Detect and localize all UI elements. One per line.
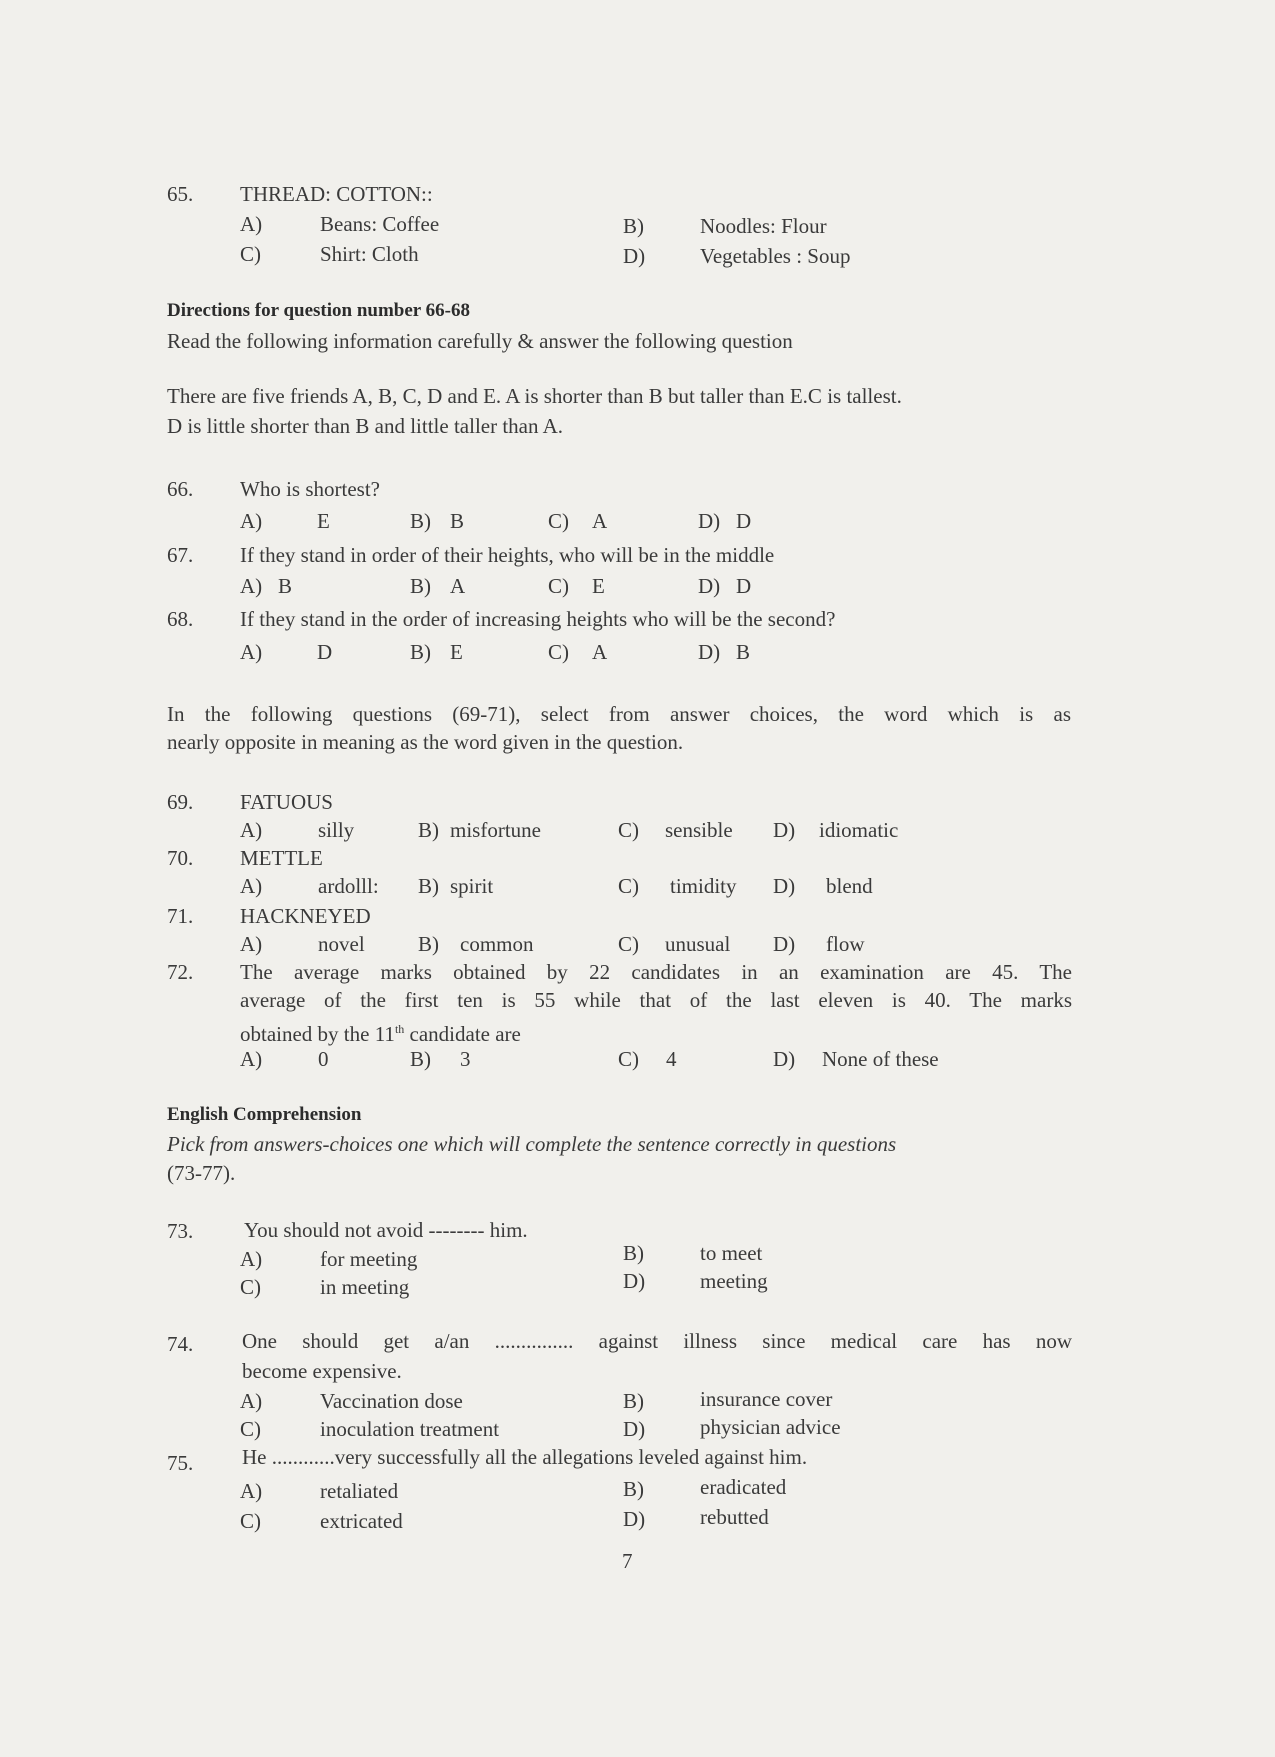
option-letter: C): [618, 932, 639, 956]
option-letter: B): [410, 640, 431, 664]
option-text: 4: [666, 1047, 677, 1071]
option-letter: B): [410, 1047, 431, 1071]
option-text: Noodles: Flour: [700, 214, 827, 238]
option-text: to meet: [700, 1241, 763, 1265]
section-instruction: Pick from answers-choices one which will complete the sentence correctly in questions: [167, 1132, 897, 1156]
option-text: common: [460, 932, 534, 956]
option-letter: B): [418, 818, 439, 842]
option-text: B: [278, 574, 293, 598]
option-letter: C): [618, 1047, 639, 1071]
option-letter: B): [418, 932, 439, 956]
option-text: spirit: [450, 874, 494, 898]
option-text: extricated: [320, 1509, 403, 1533]
question-69-stem: FATUOUS: [240, 790, 333, 814]
question-number-72: 72.: [167, 960, 194, 984]
question-number-65: 65.: [167, 182, 194, 206]
option-letter: A): [240, 932, 263, 956]
antonym-directions-line: In the following questions (69-71), select from answer choices, the word which is as: [167, 702, 1071, 726]
option-text: A: [592, 509, 608, 533]
option-text: Beans: Coffee: [320, 212, 440, 236]
question-66-stem: Who is shortest?: [240, 477, 380, 501]
option-text: 0: [318, 1047, 329, 1071]
question-71-stem: HACKNEYED: [240, 904, 371, 928]
option-letter: B): [418, 874, 439, 898]
option-text: D: [736, 509, 752, 533]
directions-instruction: Read the following information carefully & answer the following question: [167, 329, 793, 353]
question-65-stem: THREAD: COTTON::: [240, 182, 433, 206]
option-text: Shirt: Cloth: [320, 242, 419, 266]
option-letter: A): [240, 874, 263, 898]
option-text: E: [317, 509, 330, 533]
option-text: insurance cover: [700, 1387, 833, 1411]
directions-heading: Directions for question number 66-68: [167, 300, 470, 321]
option-letter: A): [240, 212, 263, 236]
option-text: unusual: [665, 932, 731, 956]
option-letter: D): [698, 640, 721, 664]
question-73-stem: You should not avoid -------- him.: [244, 1218, 528, 1242]
option-letter: A): [240, 509, 263, 533]
question-number-73: 73.: [167, 1219, 194, 1243]
option-letter: B): [623, 1241, 644, 1265]
option-text: A: [592, 640, 608, 664]
option-letter: A): [240, 818, 263, 842]
option-text: silly: [318, 818, 355, 842]
option-letter: D): [773, 874, 796, 898]
question-74-line: become expensive.: [242, 1359, 402, 1383]
option-letter: C): [240, 242, 261, 266]
option-letter: D): [623, 1417, 646, 1441]
option-text: timidity: [670, 874, 737, 898]
option-text: idiomatic: [819, 818, 899, 842]
section-instruction: (73-77).: [167, 1161, 236, 1185]
option-letter: D): [773, 818, 796, 842]
option-letter: C): [548, 574, 569, 598]
option-text: E: [592, 574, 605, 598]
option-text: 3: [460, 1047, 471, 1071]
option-text: B: [736, 640, 751, 664]
option-text: physician advice: [700, 1415, 841, 1439]
antonym-directions-line: nearly opposite in meaning as the word given in the question.: [167, 730, 684, 754]
option-text: E: [450, 640, 463, 664]
option-letter: D): [623, 244, 646, 268]
option-letter: A): [240, 1047, 263, 1071]
option-letter: A): [240, 1389, 263, 1413]
option-text: Vaccination dose: [320, 1389, 463, 1413]
question-number-74: 74.: [167, 1332, 194, 1356]
passage-line: D is little shorter than B and little taller than A.: [167, 414, 564, 438]
passage-line: There are five friends A, B, C, D and E. A is shorter than B but taller than E.C is tallest.: [167, 384, 902, 408]
question-number-75: 75.: [167, 1451, 194, 1475]
question-number-66: 66.: [167, 477, 194, 501]
question-74-line: One should get a/an ............... against illness since medical care has now: [242, 1329, 1072, 1353]
option-letter: C): [618, 818, 639, 842]
option-letter: A): [240, 574, 263, 598]
option-letter: A): [240, 1247, 263, 1271]
question-72-line: [240, 1016, 521, 1047]
question-70-stem: METTLE: [240, 846, 323, 870]
option-text: D: [736, 574, 752, 598]
option-letter: D): [623, 1269, 646, 1293]
option-letter: A): [240, 1479, 263, 1503]
option-text: for meeting: [320, 1247, 418, 1271]
question-72-line: The average marks obtained by 22 candidates in an examination are 45. The: [240, 960, 1072, 984]
question-67-stem: If they stand in order of their heights, who will be in the middle: [240, 543, 775, 567]
question-72-line: average of the first ten is 55 while that of the last eleven is 40. The marks: [240, 988, 1072, 1012]
option-text: None of these: [822, 1047, 939, 1071]
question-75-stem: He ............very successfully all the allegations leveled against him.: [242, 1445, 808, 1469]
option-letter: B): [623, 214, 644, 238]
option-text: rebutted: [700, 1505, 769, 1529]
ordinal-suffix: th: [394, 1022, 405, 1036]
question-number-67: 67.: [167, 543, 194, 567]
question-number-69: 69.: [167, 790, 194, 814]
option-text: sensible: [665, 818, 733, 842]
option-letter: B): [410, 509, 431, 533]
option-text: Vegetables : Soup: [700, 244, 851, 268]
option-letter: D): [698, 574, 721, 598]
question-number-71: 71.: [167, 904, 194, 928]
option-text: D: [317, 640, 333, 664]
option-letter: D): [623, 1507, 646, 1531]
option-letter: D): [698, 509, 721, 533]
option-letter: B): [410, 574, 431, 598]
question-number-70: 70.: [167, 846, 194, 870]
option-text: in meeting: [320, 1275, 410, 1299]
option-text: novel: [318, 932, 365, 956]
section-heading: English Comprehension: [167, 1104, 362, 1125]
option-letter: C): [548, 640, 569, 664]
question-72-text: obtained by the 11: [240, 1022, 395, 1046]
option-text: misfortune: [450, 818, 541, 842]
option-letter: A): [240, 640, 263, 664]
option-letter: B): [623, 1389, 644, 1413]
option-text: eradicated: [700, 1475, 787, 1499]
option-text: blend: [826, 874, 873, 898]
question-72-text: candidate are: [404, 1022, 521, 1046]
option-letter: B): [623, 1477, 644, 1501]
option-letter: C): [240, 1417, 261, 1441]
option-letter: D): [773, 1047, 796, 1071]
option-text: A: [450, 574, 466, 598]
option-letter: D): [773, 932, 796, 956]
page-number: 7: [622, 1549, 633, 1573]
option-text: meeting: [700, 1269, 768, 1293]
option-letter: C): [240, 1509, 261, 1533]
option-text: flow: [826, 932, 865, 956]
option-letter: C): [618, 874, 639, 898]
option-text: B: [450, 509, 465, 533]
option-text: ardolll:: [318, 874, 379, 898]
question-number-68: 68.: [167, 607, 194, 631]
option-text: retaliated: [320, 1479, 399, 1503]
option-text: inoculation treatment: [320, 1417, 500, 1441]
option-letter: C): [548, 509, 569, 533]
question-68-stem: If they stand in the order of increasing heights who will be the second?: [240, 607, 836, 631]
option-letter: C): [240, 1275, 261, 1299]
